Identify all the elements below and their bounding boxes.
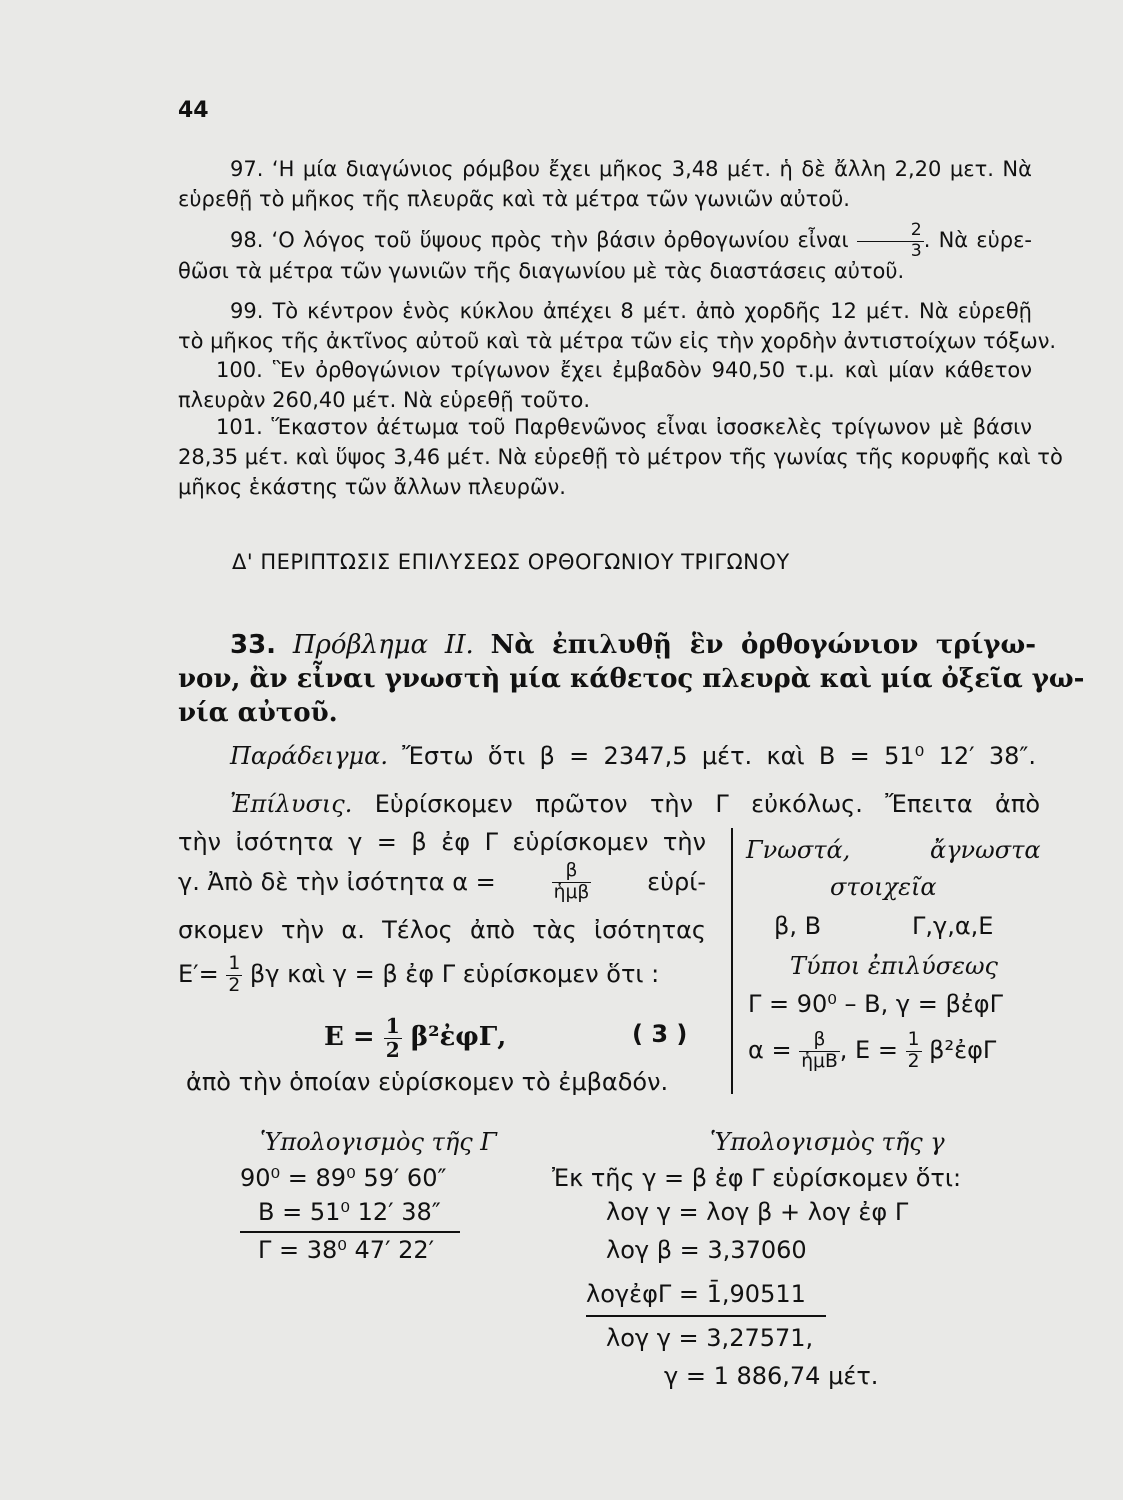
exercise-97	[178, 154, 1032, 214]
fraction-numerator: 1	[228, 952, 241, 974]
calc-side-row-4: λογἐφΓ = 1̄,90511	[586, 1280, 806, 1308]
calc-side-result-text: γ = 1 886,74 μέτ.	[664, 1362, 879, 1390]
formula-text: β²ἐφΓ,	[410, 1022, 507, 1052]
calc-side-row-5: λογ γ = 3,27571,	[606, 1324, 814, 1352]
exercise-100-line-1: 100. Ἓν ὀρθογώνιον τρίγωνον ἔχει ἐμβαδὸν 940,50 τ.μ. καὶ μίαν κάθετον	[216, 358, 1032, 382]
formula-fraction	[384, 1014, 402, 1062]
problem-statement: Νὰ ἐπιλυθῇ ἓν ὀρθογώνιον τρίγω-	[490, 630, 1037, 660]
fraction-beta-over-sin-b	[552, 859, 592, 903]
fraction-denominator: ἡμβ	[553, 881, 590, 903]
area-formula	[324, 1014, 507, 1062]
problem-33	[230, 628, 1036, 662]
calc-angle-row-1: 90⁰ = 89⁰ 59′ 60″	[240, 1164, 447, 1192]
formula-text: β²ἐφΓ	[929, 1036, 997, 1064]
known-elements: β, Β	[774, 912, 822, 940]
calc-side-rule	[586, 1315, 826, 1317]
example	[230, 742, 1036, 770]
known-header: Γνωστά,	[746, 836, 851, 864]
fraction-numerator: β	[565, 859, 578, 881]
fraction-denominator: ἡμΒ	[801, 1050, 838, 1072]
calc-side-result	[664, 1362, 878, 1390]
solution-label: Ἐπίλυσις.	[230, 790, 353, 818]
formula-alpha-and-area	[748, 1028, 996, 1072]
exercise-99-line-2: τὸ μῆκος τῆς ἀκτῖνος αὐτοῦ καὶ τὰ μέτρα τῶν εἰς τὴν χορδὴν ἀντιστοίχων τόξων.	[178, 329, 1057, 353]
exercise-98-text: 98. ‘Ο λόγος τοῦ ὕψους πρὸς τὴν βάσιν ὀρθογωνίου εἶναι	[230, 228, 849, 252]
solution-text: εὑρί-	[647, 868, 706, 896]
exercise-101-line-2: 28,35 μέτ. καὶ ὕψος 3,46 μέτ. Νὰ εὑρεθῇ τὸ μέτρον τῆς γωνίας τῆς κορυφῆς καὶ τὸ	[178, 445, 1063, 469]
solution-text: βγ καὶ γ = β ἐφ Γ εὑρίσκομεν ὅτι :	[249, 960, 660, 988]
fraction-one-half	[906, 1028, 922, 1072]
fraction-denominator: 2	[385, 1037, 400, 1062]
solution-line-5	[178, 952, 706, 996]
exercise-98-line-1	[178, 220, 1032, 261]
exercise-98-fraction	[857, 222, 924, 260]
problem-line-1	[230, 628, 1036, 662]
solution-line-1	[230, 790, 1040, 818]
exercise-101	[178, 412, 1063, 502]
solution-text: γ. Ἀπὸ δὲ τὴν ἰσότητα α =	[178, 868, 496, 896]
exercise-98	[178, 222, 1032, 286]
formula-tag: ( 3 )	[632, 1020, 688, 1048]
exercise-99	[178, 296, 1057, 356]
formula-text: Ε =	[324, 1022, 375, 1052]
formulas-header: Τύποι ἐπιλύσεως	[790, 952, 998, 980]
formula-text: , Ε =	[839, 1036, 898, 1064]
solution-line-7: ἀπὸ τὴν ὁποίαν εὑρίσκομεν τὸ ἐμβαδόν.	[186, 1068, 669, 1096]
exercise-101-line-1: 101. Ἕκαστον ἀέτωμα τοῦ Παρθενῶνος εἶναι ἰσοσκελὲς τρίγωνον μὲ βάσιν	[216, 415, 1032, 439]
exercise-101-line-3: μῆκος ἑκάστης τῶν ἄλλων πλευρῶν.	[178, 475, 566, 499]
calc-side-row-2: λογ γ = λογ β + λογ ἐφ Γ	[606, 1198, 909, 1226]
solution-line-2: τὴν ἰσότητα γ = β ἐφ Γ εὑρίσκομεν τὴν	[178, 828, 706, 856]
problem-number: 33.	[230, 630, 277, 660]
fraction-one-half	[226, 952, 242, 996]
solution-line-3	[178, 860, 706, 904]
exercise-97-line-2: εὑρεθῇ τὸ μῆκος τῆς πλευρᾶς καὶ τὰ μέτρα τῶν γωνιῶν αὐτοῦ.	[178, 187, 850, 211]
example-label: Παράδειγμα.	[230, 742, 388, 770]
calc-angle-rule	[240, 1231, 460, 1233]
calc-side-title: Ὑπολογισμὸς τῆς γ	[710, 1128, 945, 1156]
example-text: Ἔστω ὅτι β = 2347,5 μέτ. καὶ Β = 51⁰ 12′ 38″.	[402, 742, 1037, 770]
fraction-denominator: 2	[228, 974, 241, 996]
exercise-98-text-end: . Νὰ εὑρε-	[923, 228, 1032, 252]
solution-text: Ε′=	[178, 960, 219, 988]
calc-side-row-3: λογ β = 3,37060	[606, 1236, 807, 1264]
formula-text: α =	[748, 1036, 792, 1064]
side-table-divider	[731, 828, 733, 1094]
solution-text: Εὑρίσκομεν πρῶτον τὴν Γ εὐκόλως. Ἔπειτα ἀπὸ	[374, 790, 1040, 818]
fraction-numerator: 1	[907, 1028, 920, 1050]
exercise-98-line-2: θῶσι τὰ μέτρα τῶν γωνιῶν τῆς διαγωνίου μὲ τὰς διαστάσεις αὐτοῦ.	[178, 259, 905, 283]
fraction-numerator: 1	[385, 1014, 400, 1039]
unknown-elements: Γ,γ,α,Ε	[912, 912, 994, 940]
exercise-100	[178, 355, 1032, 415]
problem-label: Πρόβλημα II.	[292, 630, 474, 660]
calc-side-row-1: Ἐκ τῆς γ = β ἐφ Γ εὑρίσκομεν ὅτι:	[552, 1164, 962, 1192]
problem-line-3: νία αὐτοῦ.	[178, 698, 338, 728]
elements-header: στοιχεῖα	[830, 873, 937, 901]
section-heading: Δ' ΠΕΡΙΠΤΩΣΙΣ ΕΠΙΛΥΣΕΩΣ ΟΡΘΟΓΩΝΙΟΥ ΤΡΙΓΩΝΟΥ	[232, 550, 790, 574]
fraction-numerator: 2	[910, 220, 922, 241]
fraction-beta-over-sin-b	[799, 1028, 840, 1072]
fraction-denominator: 3	[857, 241, 924, 260]
calc-angle-title: Ὑπολογισμὸς τῆς Γ	[260, 1128, 497, 1156]
unknown-header: ἄγνωστα	[930, 836, 1041, 864]
calc-angle-result: Γ = 38⁰ 47′ 22′	[258, 1236, 435, 1264]
problem-line-2: νον, ἂν εἶναι γνωστὴ μία κάθετος πλευρὰ καὶ μία ὀξεῖα γω-	[178, 664, 1085, 694]
solution-line-4: σκομεν τὴν α. Τέλος ἀπὸ τὰς ἰσότητας	[178, 916, 706, 944]
exercise-97-line-1: 97. ‘Η μία διαγώνιος ρόμβου ἔχει μῆκος 3,48 μέτ. ἡ δὲ ἄλλη 2,20 μετ. Νὰ	[230, 157, 1032, 181]
calc-angle-row-2: Β = 51⁰ 12′ 38″	[258, 1198, 441, 1226]
page-number: 44	[178, 98, 209, 123]
formula-gamma-angle: Γ = 90⁰ – Β, γ = βἐφΓ	[748, 990, 1003, 1018]
exercise-100-line-2: πλευρὰν 260,40 μέτ. Νὰ εὑρεθῇ τοῦτο.	[178, 388, 591, 412]
exercise-99-line-1: 99. Τὸ κέντρον ἑνὸς κύκλου ἀπέχει 8 μέτ. ἀπὸ χορδῆς 12 μέτ. Νὰ εὑρεθῇ	[230, 299, 1032, 323]
fraction-numerator: β	[813, 1028, 826, 1050]
fraction-denominator: 2	[907, 1050, 920, 1072]
